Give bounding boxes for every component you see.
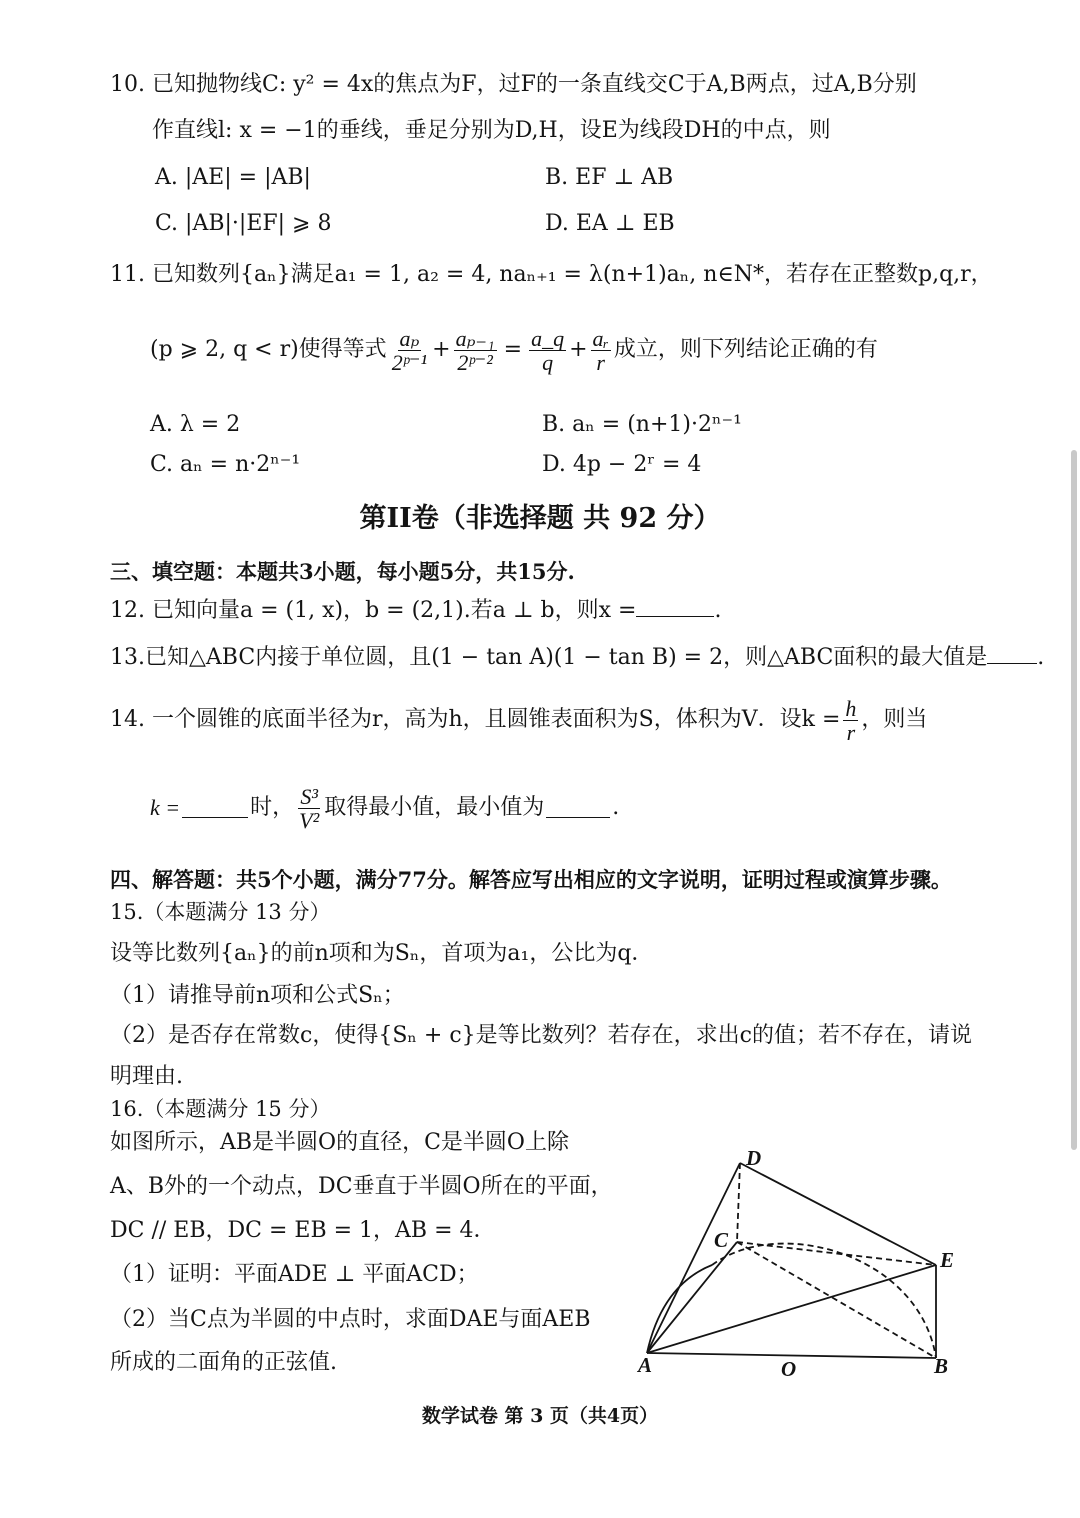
q16-line1: 如图所示，AB是半圆O的直径，C是半圆O上除 <box>110 1130 569 1155</box>
q16-line3: DC // EB，DC = EB = 1，AB = 4． <box>110 1218 496 1243</box>
q10-option-b: B. EF ⊥ AB <box>545 165 674 190</box>
q11-equation-line <box>150 327 878 374</box>
edge-CB <box>737 1242 936 1358</box>
q14-stem: 14. 一个圆锥的底面半径为r，高为h，且圆锥表面积为S，体积为V．设k = <box>110 707 841 733</box>
q10-stem-line1: 10. 已知抛物线C: y² = 4x的焦点为F，过F的一条直线交C于A,B两点，过A,B分别 <box>110 72 917 97</box>
label-E: E <box>940 1248 955 1272</box>
edge-DC <box>737 1163 740 1242</box>
label-B: B <box>934 1354 949 1378</box>
q15-part2: （2）是否存在常数c，使得{Sₙ + c}是等比数列？若存在，求出c的值；若不存在，请说 <box>110 1023 972 1048</box>
q11-fraction-2: $\frac{\text{aₚ₋₁}}{\text{2ᵖ⁻²}}$ <box>455 326 495 376</box>
q16-heading: 16.（本题满分 15 分） <box>110 1097 331 1121</box>
q10-option-d: D. EA ⊥ EB <box>545 211 675 236</box>
geometry-figure <box>600 1135 1000 1395</box>
q15-part1: （1）请推导前n项和公式Sₙ； <box>110 983 405 1008</box>
q11-fraction-1: $\frac{\text{aₚ}}{\text{2ᵖ⁻¹}}$ <box>391 326 428 376</box>
q16-part1: （1）证明：平面ADE ⊥ 平面ACD； <box>110 1262 479 1287</box>
q15-part2-cont: 明理由. <box>110 1064 183 1089</box>
q10-stem-line2: 作直线l: x = −1的垂线，垂足分别为D,H，设E为线段DH的中点，则 <box>152 118 831 143</box>
q16-line2: A、B外的一个动点，DC垂直于半圆O所在的平面， <box>110 1174 613 1199</box>
label-D: D <box>746 1146 762 1170</box>
q14-min-text: 取得最小值，最小值为 <box>324 795 545 821</box>
equals-sign: = <box>503 337 523 363</box>
q14-line2 <box>150 785 619 832</box>
s3-v2-fraction: $\frac{\text{S³}}{\text{V²}}$ <box>299 784 320 834</box>
q11-option-d: D. 4p − 2ʳ = 4 <box>542 452 702 477</box>
answer-blank <box>987 645 1037 664</box>
answer-blank-min <box>546 799 610 818</box>
q11-option-c: C. aₙ = n·2ⁿ⁻¹ <box>150 452 301 477</box>
q10-option-a: A. |AE| = |AB| <box>155 165 311 190</box>
q11-option-b: B. aₙ = (n+1)·2ⁿ⁻¹ <box>542 412 742 437</box>
edge-DE <box>740 1163 936 1265</box>
edge-CE <box>737 1242 936 1265</box>
q11-fraction-4: $\frac{\text{aᵣ}}{r}$ <box>592 326 609 376</box>
plus-sign: + <box>569 337 588 363</box>
q11-option-a: A. λ = 2 <box>150 412 241 437</box>
q14-when: 时， <box>250 795 295 821</box>
label-A: A <box>638 1353 653 1377</box>
q16-part2: （2）当C点为半圆的中点时，求面DAE与面AEB <box>110 1307 591 1332</box>
answer-blank-k <box>182 799 248 818</box>
answer-blank <box>636 598 714 617</box>
q14-stem-end: ，则当 <box>861 707 928 733</box>
page-footer: 数学试卷 第 3 页（共4页） <box>421 1405 659 1427</box>
q14-line1 <box>110 697 927 744</box>
section-3-heading: 三、填空题：本题共3小题，每小题5分，共15分. <box>110 559 575 584</box>
k-equals: k = <box>150 795 181 821</box>
semicircle-back <box>712 1244 936 1358</box>
q11-tail: 成立，则下列结论正确的有 <box>613 337 878 363</box>
q13: 13.已知△ABC内接于单位圆，且(1 − tan A)(1 − tan B) = 2，则△ABC面积的最大值是 . <box>110 645 1045 670</box>
q16-part2-cont: 所成的二面角的正弦值. <box>110 1350 337 1375</box>
period: . <box>612 795 620 821</box>
label-C: C <box>714 1228 729 1252</box>
q11-stem-line1: 11. 已知数列{aₙ}满足a₁ = 1, a₂ = 4, naₙ₊₁ = λ(n+1)aₙ, n∈N*，若存在正整数p,q,r， <box>110 262 993 287</box>
section-2-title: 第II卷（非选择题 共 92 分） <box>359 503 721 534</box>
q15-line1: 设等比数列{aₙ}的前n项和为Sₙ，首项为a₁，公比为q． <box>110 941 654 966</box>
q12: 12. 已知向量a = (1, x)，b = (2,1).若a ⊥ b，则x = . <box>110 598 722 623</box>
plus-sign: + <box>432 337 451 363</box>
edge-AD <box>647 1163 740 1353</box>
label-O: O <box>781 1357 797 1381</box>
scrollbar[interactable] <box>1071 450 1077 1150</box>
q10-option-c: C. |AB|·|EF| ⩾ 8 <box>155 211 332 236</box>
q15-heading: 15.（本题满分 13 分） <box>110 900 331 924</box>
q11-fraction-3: $\frac{a\_q}{q}$ <box>531 326 565 376</box>
q11-condition: (p ⩾ 2, q < r)使得等式 <box>150 337 387 363</box>
k-fraction: $\frac{h}{r}$ <box>845 696 857 746</box>
section-4-heading: 四、解答题：共5个小题，满分77分。解答应写出相应的文字说明，证明过程或演算步骤。 <box>110 867 952 892</box>
